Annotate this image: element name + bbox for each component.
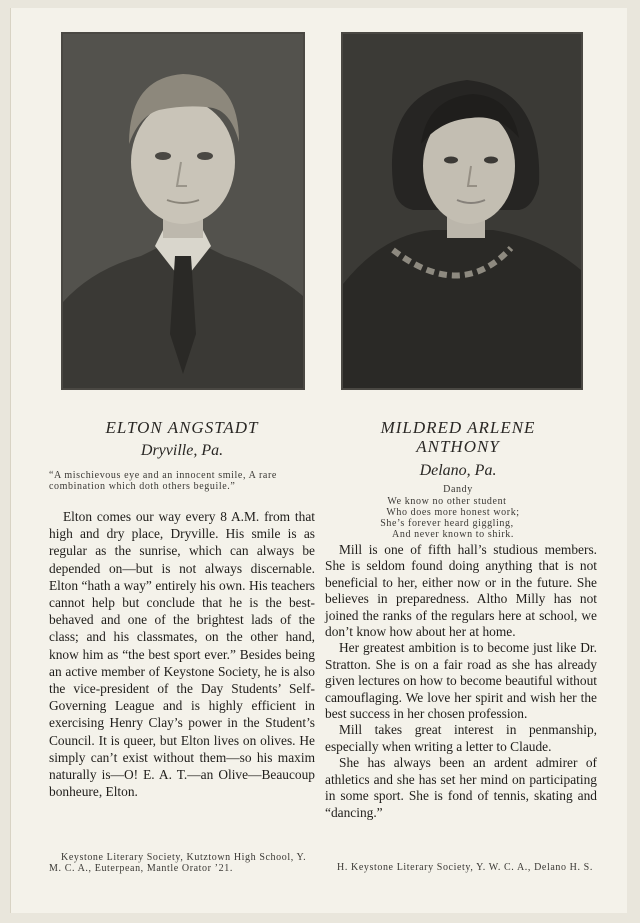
bio-mildred-paragraph: Mill is one of fifth hall’s studious members. She is seldom found doing anything that is not beneficial to her, either now or in the future. She believes in preparedness. Altho Milly has not joined the ranks of the regulars here at school, we don’t know how about her at home. — [325, 542, 597, 640]
portrait-mildred-image — [343, 34, 581, 388]
portrait-mildred — [341, 32, 583, 390]
portrait-elton-image — [63, 34, 303, 388]
name-elton: ELTON ANGSTADT — [105, 418, 259, 437]
poem-mildred — [347, 496, 547, 540]
bio-elton-paragraph: Elton comes our way every 8 A.M. from that high and dry place, Dryville. His smile is as regular as the sunrise, which can always be depended on—but is not always discernable. Elton “hath a way” entirely his own. His teachers cannot help but conclude that he is the best-behaved and one of the brightest lads of the class; and his classmates, on the other hand, know him as “the best sport ever.” Besides being an active member of Keystone Society, he is also the vice-president of the Day Students’ Self-Governing League and is highly efficient in exercising Henry Clay’s power in the Student’s Council. It is queer, but Elton lives on olives. He simply can’t exist without them—so his maxim naturally is—O! E. A. T.—an Olive—Beaucoup bonheure, Elton. — [49, 509, 315, 800]
yearbook-page — [10, 8, 627, 913]
bio-mildred-paragraph: Mill takes great interest in penmanship, especially when writing a letter to Claude. — [325, 722, 597, 754]
name-mildred-line2: ANTHONY — [416, 437, 500, 456]
activities-elton: Keystone Literary Society, Kutztown High School, Y. M. C. A., Euterpean, Mantle Orator ’21. — [49, 852, 307, 874]
activities-mildred: H. Keystone Literary Society, Y. W. C. A., Delano H. S. — [337, 862, 593, 873]
poem-line: Who does more honest work; — [386, 507, 520, 518]
town-dryville: Dryville, Pa. — [140, 442, 224, 459]
portrait-elton — [61, 32, 305, 390]
bio-elton — [49, 508, 315, 800]
bio-mildred-paragraph: She has always been an ardent admirer of athletics and she has set her mind on participating in some sport. She is fond of tennis, skating and “dancing.” — [325, 755, 597, 820]
bio-mildred — [325, 542, 597, 821]
nickname-mildred: Dandy — [443, 484, 473, 495]
poem-line: We know no other student — [387, 496, 507, 507]
name-mildred — [337, 418, 579, 456]
poem-line: She’s forever heard giggling, — [380, 518, 514, 529]
bio-mildred-paragraph: Her greatest ambition is to become just like Dr. Stratton. She is on a fair road as she has already given lectures on how to become beautiful without camouflaging. We love her spirit and wish her the best success in her chosen profession. — [325, 640, 597, 722]
town-delano: Delano, Pa. — [419, 462, 497, 479]
quote-elton: “A mischievous eye and an innocent smile, A rare combination which doth others beguile.” — [49, 470, 277, 492]
poem-line: And never known to shirk. — [392, 529, 514, 540]
name-mildred-line1: MILDRED ARLENE — [380, 418, 536, 437]
